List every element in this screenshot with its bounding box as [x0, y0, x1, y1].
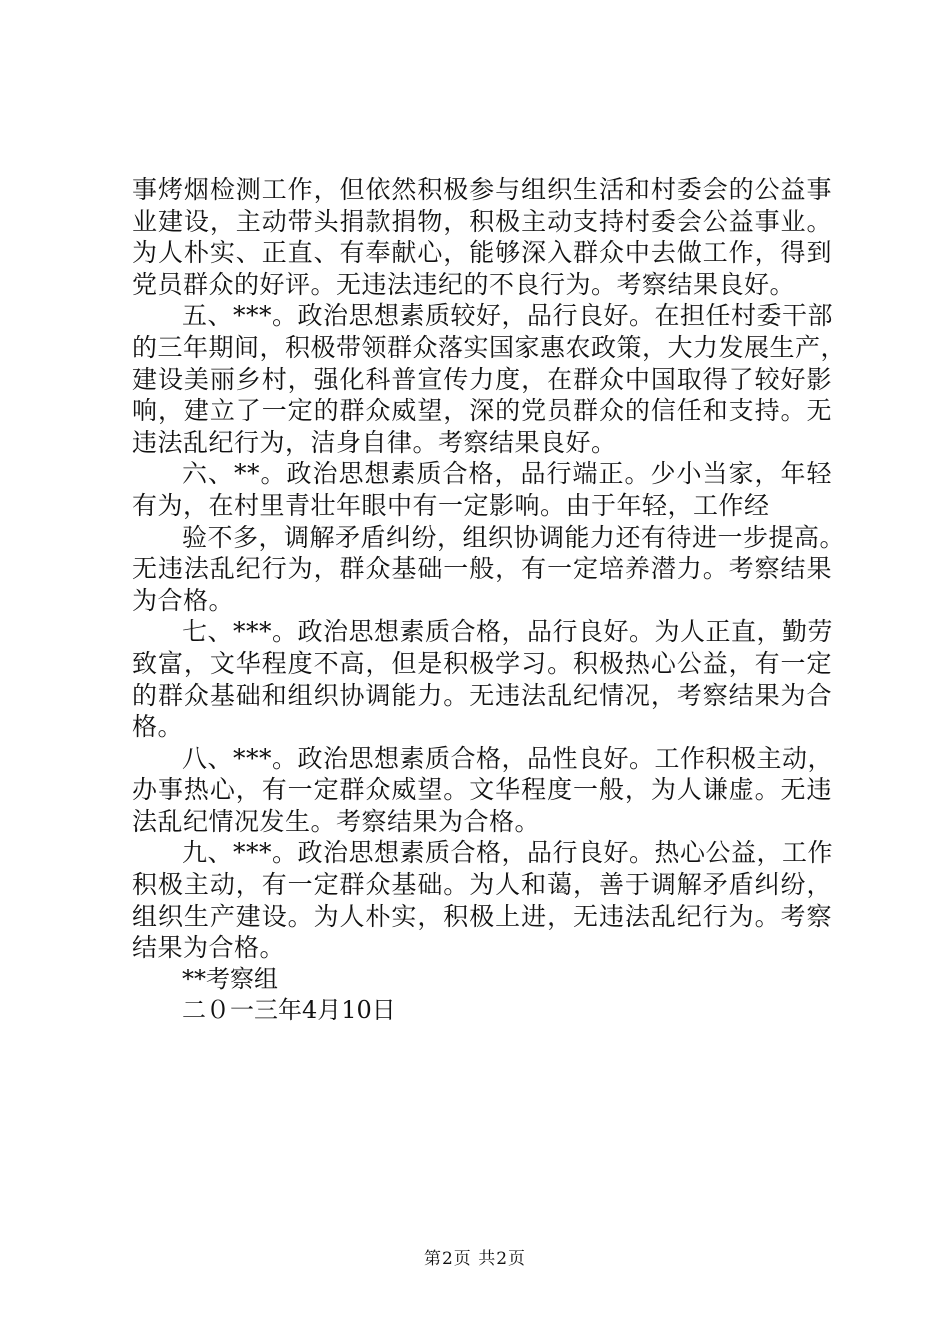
text-line: 五、***。政治思想素质较好，品行良好。在担任村委干部 [182, 301, 834, 331]
text-line: 结果为合格。 [132, 933, 286, 963]
text-line: 的群众基础和组织协调能力。无违法乱纪情况，考察结果为合 [132, 680, 832, 710]
text-line: 致富，文华程度不高，但是积极学习。积极热心公益，有一定 [132, 648, 832, 678]
text-line: 为合格。 [132, 585, 235, 615]
text-line: 验不多，调解矛盾纠纷，组织协调能力还有待进一步提高。 [182, 522, 846, 552]
text-line: 有为，在村里青壮年眼中有一定影响。由于年轻，工作经 [132, 490, 770, 520]
signature-date: 二０一三年4月10日 [182, 996, 396, 1025]
text-line: 响，建立了一定的群众威望，深的党员群众的信任和支持。无 [132, 396, 832, 426]
text-line: 为人朴实、正直、有奉献心，能够深入群众中去做工作，得到 [132, 238, 832, 268]
text-line: 七、***。政治思想素质合格，品行良好。为人正直，勤劳 [182, 617, 834, 647]
page-footer: 第2页 共2页 [423, 1249, 527, 1269]
text-line: 法乱纪情况发生。考察结果为合格。 [132, 806, 541, 836]
text-line: 积极主动，有一定群众基础。为人和蔼，善于调解矛盾纠纷， [132, 870, 832, 900]
text-line: 九、***。政治思想素质合格，品行良好。热心公益，工作 [182, 838, 834, 868]
text-line: 组织生产建设。为人朴实，积极上进，无违法乱纪行为。考察 [132, 901, 832, 931]
signature-org: **考察组 [182, 964, 278, 993]
text-line: 事烤烟检测工作，但依然积极参与组织生活和村委会的公益事 [132, 175, 832, 204]
document-body [132, 174, 847, 1027]
text-line: 违法乱纪行为，洁身自律。考察结果良好。 [132, 427, 617, 457]
text-line: 八、***。政治思想素质合格，品性良好。工作积极主动， [182, 743, 834, 773]
text-line: 格。 [132, 712, 184, 742]
text-line: 办事热心，有一定群众威望。文华程度一般，为人谦虚。无违 [132, 775, 832, 805]
text-line: 党员群众的好评。无违法违纪的不良行为。考察结果良好。 [132, 269, 796, 299]
text-line: 业建设，主动带头捐款捐物，积极主动支持村委会公益事业。 [132, 206, 832, 236]
text-line: 无违法乱纪行为，群众基础一般，有一定培养潜力。考察结果 [132, 554, 832, 584]
text-line: 六、**。政治思想素质合格，品行端正。少小当家，年轻 [182, 459, 832, 489]
text-line: 建设美丽乡村，强化科普宣传力度，在群众中国取得了较好影 [132, 364, 832, 394]
text-line: 的三年期间，积极带领群众落实国家惠农政策，大力发展生产， [132, 332, 847, 362]
